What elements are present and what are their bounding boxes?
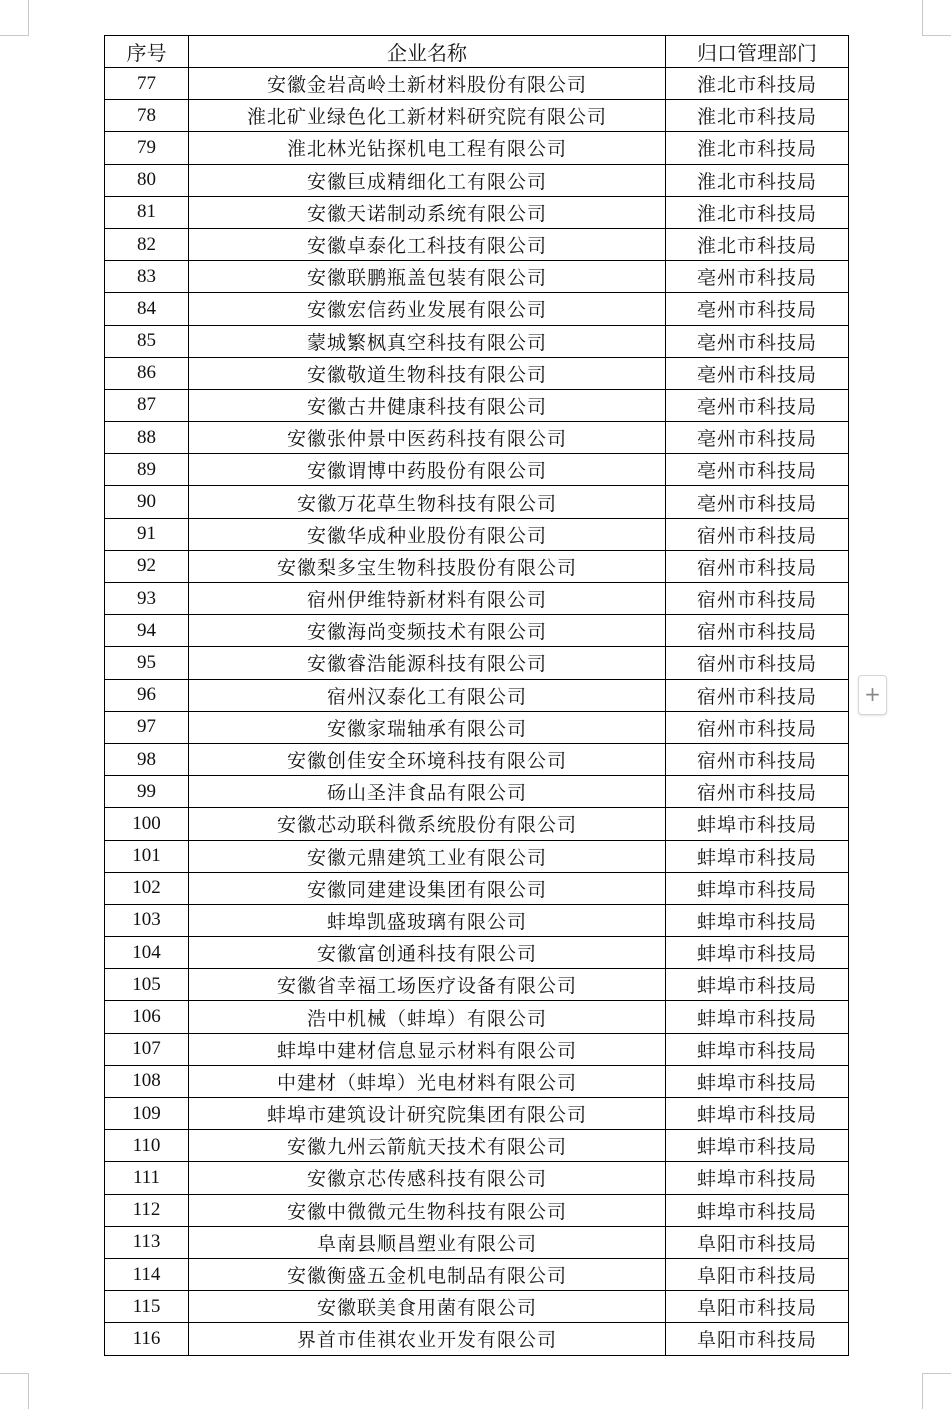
department: 淮北市科技局	[666, 100, 849, 132]
company-name: 界首市佳祺农业开发有限公司	[189, 1323, 666, 1355]
department: 淮北市科技局	[666, 228, 849, 260]
department: 亳州市科技局	[666, 357, 849, 389]
row-index: 96	[105, 679, 189, 711]
department: 蚌埠市科技局	[666, 1098, 849, 1130]
table-body	[105, 68, 849, 1356]
table-row	[105, 904, 849, 936]
table-row	[105, 164, 849, 196]
company-name: 蚌埠凯盛玻璃有限公司	[189, 904, 666, 936]
department: 宿州市科技局	[666, 711, 849, 743]
department: 蚌埠市科技局	[666, 1001, 849, 1033]
row-index: 85	[105, 325, 189, 357]
row-index: 113	[105, 1226, 189, 1258]
company-name: 安徽万花草生物科技有限公司	[189, 486, 666, 518]
company-name: 安徽省幸福工场医疗设备有限公司	[189, 969, 666, 1001]
department: 淮北市科技局	[666, 196, 849, 228]
table-row	[105, 100, 849, 132]
department: 亳州市科技局	[666, 389, 849, 421]
company-name: 淮北林光钻探机电工程有限公司	[189, 132, 666, 164]
company-name: 中建材（蚌埠）光电材料有限公司	[189, 1065, 666, 1097]
header-index: 序号	[105, 36, 189, 68]
department: 蚌埠市科技局	[666, 1065, 849, 1097]
department: 亳州市科技局	[666, 261, 849, 293]
row-index: 77	[105, 68, 189, 100]
company-name: 安徽同建建设集团有限公司	[189, 872, 666, 904]
row-index: 98	[105, 743, 189, 775]
row-index: 103	[105, 904, 189, 936]
department: 宿州市科技局	[666, 550, 849, 582]
row-index: 80	[105, 164, 189, 196]
department: 阜阳市科技局	[666, 1226, 849, 1258]
table-row	[105, 550, 849, 582]
department: 蚌埠市科技局	[666, 808, 849, 840]
department: 宿州市科技局	[666, 615, 849, 647]
department: 宿州市科技局	[666, 743, 849, 775]
company-name: 蚌埠市建筑设计研究院集团有限公司	[189, 1098, 666, 1130]
table-row	[105, 68, 849, 100]
row-index: 109	[105, 1098, 189, 1130]
row-index: 89	[105, 454, 189, 486]
row-index: 91	[105, 518, 189, 550]
page-corner-mark	[0, 1373, 29, 1409]
department: 亳州市科技局	[666, 293, 849, 325]
table-row	[105, 1001, 849, 1033]
table-row	[105, 486, 849, 518]
company-name: 蚌埠中建材信息显示材料有限公司	[189, 1033, 666, 1065]
table-row	[105, 196, 849, 228]
table-row	[105, 743, 849, 775]
row-index: 111	[105, 1162, 189, 1194]
row-index: 95	[105, 647, 189, 679]
header-department: 归口管理部门	[666, 36, 849, 68]
company-name: 阜南县顺昌塑业有限公司	[189, 1226, 666, 1258]
company-name: 宿州伊维特新材料有限公司	[189, 583, 666, 615]
department: 蚌埠市科技局	[666, 872, 849, 904]
plus-icon: +	[864, 682, 881, 706]
enterprise-table	[104, 35, 849, 1356]
department: 亳州市科技局	[666, 422, 849, 454]
table-row	[105, 679, 849, 711]
row-index: 114	[105, 1258, 189, 1290]
company-name: 安徽金岩高岭土新材料股份有限公司	[189, 68, 666, 100]
table-row	[105, 647, 849, 679]
company-name: 蒙城繁枫真空科技有限公司	[189, 325, 666, 357]
table-row	[105, 1098, 849, 1130]
table-row	[105, 261, 849, 293]
row-index: 84	[105, 293, 189, 325]
row-index: 102	[105, 872, 189, 904]
department: 蚌埠市科技局	[666, 969, 849, 1001]
department: 淮北市科技局	[666, 132, 849, 164]
table-row	[105, 711, 849, 743]
table-row	[105, 357, 849, 389]
department: 淮北市科技局	[666, 68, 849, 100]
department: 亳州市科技局	[666, 325, 849, 357]
table-row	[105, 840, 849, 872]
table-row	[105, 389, 849, 421]
department: 蚌埠市科技局	[666, 1033, 849, 1065]
row-index: 83	[105, 261, 189, 293]
row-index: 110	[105, 1130, 189, 1162]
company-name: 安徽梨多宝生物科技股份有限公司	[189, 550, 666, 582]
row-index: 94	[105, 615, 189, 647]
department: 阜阳市科技局	[666, 1258, 849, 1290]
table-row	[105, 776, 849, 808]
row-index: 100	[105, 808, 189, 840]
page-corner-mark	[922, 0, 951, 36]
row-index: 101	[105, 840, 189, 872]
table-header-row	[105, 36, 849, 68]
table-row	[105, 422, 849, 454]
row-index: 105	[105, 969, 189, 1001]
table-row	[105, 1033, 849, 1065]
table-row	[105, 454, 849, 486]
company-name: 浩中机械（蚌埠）有限公司	[189, 1001, 666, 1033]
company-name: 安徽宏信药业发展有限公司	[189, 293, 666, 325]
row-index: 104	[105, 937, 189, 969]
table-row	[105, 872, 849, 904]
company-name: 宿州汉泰化工有限公司	[189, 679, 666, 711]
department: 蚌埠市科技局	[666, 840, 849, 872]
row-index: 116	[105, 1323, 189, 1355]
company-name: 安徽睿浩能源科技有限公司	[189, 647, 666, 679]
row-index: 88	[105, 422, 189, 454]
page-corner-mark	[922, 1373, 951, 1409]
table-row	[105, 1323, 849, 1355]
table-row	[105, 937, 849, 969]
table-row	[105, 228, 849, 260]
row-index: 82	[105, 228, 189, 260]
department: 淮北市科技局	[666, 164, 849, 196]
header-company-name: 企业名称	[189, 36, 666, 68]
row-index: 93	[105, 583, 189, 615]
table-row	[105, 1226, 849, 1258]
row-index: 107	[105, 1033, 189, 1065]
table-row	[105, 1162, 849, 1194]
company-name: 安徽富创通科技有限公司	[189, 937, 666, 969]
department: 蚌埠市科技局	[666, 1130, 849, 1162]
row-index: 78	[105, 100, 189, 132]
table-row	[105, 1065, 849, 1097]
company-name: 安徽芯动联科微系统股份有限公司	[189, 808, 666, 840]
department: 宿州市科技局	[666, 679, 849, 711]
department: 蚌埠市科技局	[666, 904, 849, 936]
company-name: 安徽家瑞轴承有限公司	[189, 711, 666, 743]
company-name: 安徽元鼎建筑工业有限公司	[189, 840, 666, 872]
company-name: 安徽古井健康科技有限公司	[189, 389, 666, 421]
row-index: 90	[105, 486, 189, 518]
table-row	[105, 518, 849, 550]
company-name: 安徽敬道生物科技有限公司	[189, 357, 666, 389]
table-row	[105, 132, 849, 164]
department: 亳州市科技局	[666, 486, 849, 518]
company-name: 安徽张仲景中医药科技有限公司	[189, 422, 666, 454]
table-row	[105, 293, 849, 325]
row-index: 99	[105, 776, 189, 808]
table-row	[105, 1130, 849, 1162]
table-row	[105, 969, 849, 1001]
company-name: 安徽卓泰化工科技有限公司	[189, 228, 666, 260]
department: 亳州市科技局	[666, 454, 849, 486]
company-name: 安徽海尚变频技术有限公司	[189, 615, 666, 647]
department: 宿州市科技局	[666, 518, 849, 550]
page-corner-mark	[0, 0, 29, 36]
table-row	[105, 583, 849, 615]
table-row	[105, 1194, 849, 1226]
company-name: 安徽衡盛五金机电制品有限公司	[189, 1258, 666, 1290]
department: 蚌埠市科技局	[666, 1162, 849, 1194]
company-name: 安徽天诺制动系统有限公司	[189, 196, 666, 228]
row-index: 108	[105, 1065, 189, 1097]
department: 宿州市科技局	[666, 583, 849, 615]
company-name: 安徽联鹏瓶盖包装有限公司	[189, 261, 666, 293]
table-row	[105, 808, 849, 840]
row-index: 106	[105, 1001, 189, 1033]
table-row	[105, 1291, 849, 1323]
company-name: 安徽联美食用菌有限公司	[189, 1291, 666, 1323]
table-row	[105, 325, 849, 357]
company-name: 安徽中微微元生物科技有限公司	[189, 1194, 666, 1226]
row-index: 86	[105, 357, 189, 389]
company-name: 安徽京芯传感科技有限公司	[189, 1162, 666, 1194]
department: 宿州市科技局	[666, 647, 849, 679]
department: 阜阳市科技局	[666, 1323, 849, 1355]
department: 宿州市科技局	[666, 776, 849, 808]
row-index: 87	[105, 389, 189, 421]
company-name: 砀山圣沣食品有限公司	[189, 776, 666, 808]
company-name: 安徽九州云箭航天技术有限公司	[189, 1130, 666, 1162]
row-index: 112	[105, 1194, 189, 1226]
table-row	[105, 615, 849, 647]
add-button[interactable]	[858, 675, 887, 715]
company-name: 安徽创佳安全环境科技有限公司	[189, 743, 666, 775]
company-name: 安徽谓博中药股份有限公司	[189, 454, 666, 486]
company-name: 淮北矿业绿色化工新材料研究院有限公司	[189, 100, 666, 132]
company-name: 安徽巨成精细化工有限公司	[189, 164, 666, 196]
department: 蚌埠市科技局	[666, 937, 849, 969]
department: 阜阳市科技局	[666, 1291, 849, 1323]
table-row	[105, 1258, 849, 1290]
company-name: 安徽华成种业股份有限公司	[189, 518, 666, 550]
row-index: 79	[105, 132, 189, 164]
row-index: 92	[105, 550, 189, 582]
row-index: 97	[105, 711, 189, 743]
department: 蚌埠市科技局	[666, 1194, 849, 1226]
row-index: 115	[105, 1291, 189, 1323]
row-index: 81	[105, 196, 189, 228]
